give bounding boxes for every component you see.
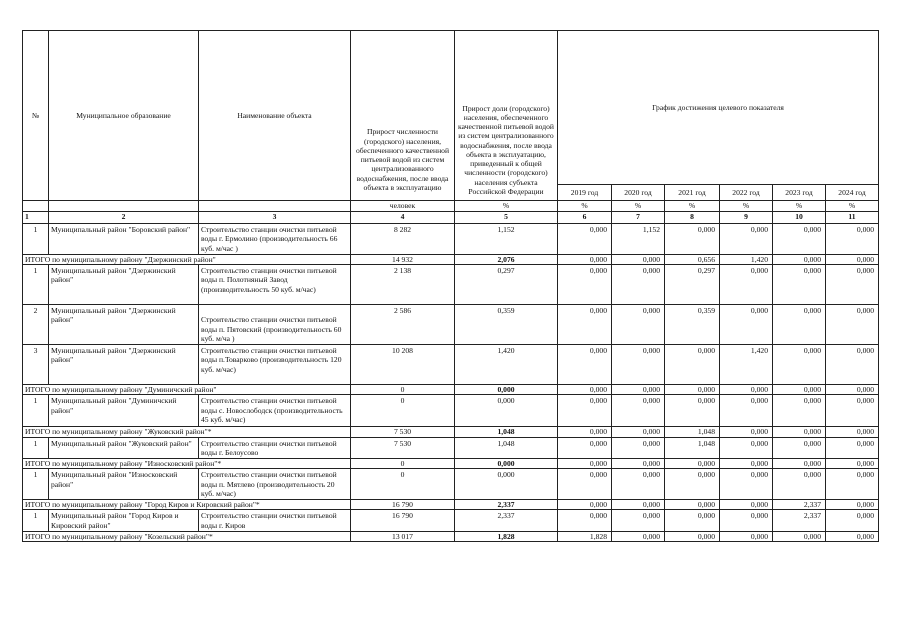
total-year-value: 1,828	[558, 531, 612, 541]
row-year-value: 0,000	[720, 395, 773, 427]
row-year-value: 0,000	[558, 265, 612, 305]
row-year-value: 0,000	[612, 469, 665, 500]
total-year-value: 0,000	[720, 531, 773, 541]
row-year-value: 0,000	[612, 265, 665, 305]
total-people: 16 790	[351, 500, 455, 510]
row-share: 0,000	[455, 395, 558, 427]
row-people: 2 138	[351, 265, 455, 305]
target-indicator-table	[22, 30, 879, 542]
total-people: 14 932	[351, 254, 455, 264]
total-people: 0	[351, 385, 455, 395]
row-municipality: Муниципальный район "Жуковский район"	[49, 437, 199, 459]
total-people: 7 530	[351, 427, 455, 437]
row-share: 1,420	[455, 345, 558, 385]
column-index: 1	[23, 212, 49, 224]
total-label: ИТОГО по муниципальному району "Износковский район"*	[23, 459, 351, 469]
row-object: Строительство станции очистки питьевой воды г. Киров	[199, 510, 351, 532]
row-municipality: Муниципальный район "Дзержинский район"	[49, 345, 199, 385]
total-year-value: 0,000	[558, 254, 612, 264]
row-people: 16 790	[351, 510, 455, 532]
total-year-value: 0,000	[612, 531, 665, 541]
unit-year-percent: %	[612, 201, 665, 212]
row-year-value: 0,000	[773, 265, 826, 305]
total-label: ИТОГО по муниципальному району "Город Киров и Кировский район"*	[23, 500, 351, 510]
total-row	[23, 459, 879, 469]
total-people: 0	[351, 459, 455, 469]
row-year-value: 0,000	[558, 224, 612, 255]
row-year-value: 0,000	[773, 469, 826, 500]
total-share: 1,048	[455, 427, 558, 437]
header-municipality: Муниципальное образование	[49, 31, 199, 201]
row-number: 1	[23, 395, 49, 427]
total-label: ИТОГО по муниципальному району "Жуковский район"*	[23, 427, 351, 437]
total-year-value: 0,000	[665, 500, 720, 510]
total-year-value: 0,000	[720, 459, 773, 469]
total-row	[23, 427, 879, 437]
table-row	[23, 224, 879, 255]
table-row	[23, 265, 879, 305]
header-year: 2023 год	[773, 185, 826, 201]
row-object: Строительство станции очистки питьевой воды п. Полотняный Завод (производительность 50 куб. м/час)	[199, 265, 351, 305]
row-people: 2 586	[351, 305, 455, 345]
total-year-value: 0,000	[665, 459, 720, 469]
header-object-name: Наименование объекта	[199, 31, 351, 201]
column-index: 8	[665, 212, 720, 224]
total-row	[23, 385, 879, 395]
row-year-value: 0,000	[773, 305, 826, 345]
row-year-value: 2,337	[773, 510, 826, 532]
row-number: 1	[23, 224, 49, 255]
total-share: 2,337	[455, 500, 558, 510]
total-year-value: 0,000	[826, 427, 879, 437]
column-index: 6	[558, 212, 612, 224]
row-year-value: 1,048	[665, 437, 720, 459]
total-year-value: 0,000	[558, 459, 612, 469]
row-year-value: 0,000	[826, 395, 879, 427]
column-index: 5	[455, 212, 558, 224]
table-row	[23, 510, 879, 532]
row-object: Строительство станции очистки питьевой воды п.Товарково (производительность 120 куб. м/час)	[199, 345, 351, 385]
column-index: 4	[351, 212, 455, 224]
row-year-value: 0,000	[665, 224, 720, 255]
total-share: 1,828	[455, 531, 558, 541]
unit-year-percent: %	[665, 201, 720, 212]
row-people: 8 282	[351, 224, 455, 255]
column-index: 2	[49, 212, 199, 224]
row-year-value: 0,000	[720, 305, 773, 345]
header-year: 2024 год	[826, 185, 879, 201]
total-year-value: 0,000	[826, 254, 879, 264]
row-year-value: 0,000	[826, 345, 879, 385]
row-object: Строительство станции очистки питьевой воды п. Мятлево (производительность 20 куб. м/час)	[199, 469, 351, 500]
total-year-value: 0,000	[826, 500, 879, 510]
row-year-value: 0,297	[665, 265, 720, 305]
total-year-value: 0,000	[720, 427, 773, 437]
row-year-value: 0,000	[665, 395, 720, 427]
row-year-value: 0,000	[720, 469, 773, 500]
total-year-value: 0,000	[558, 385, 612, 395]
table-row	[23, 395, 879, 427]
unit-year-percent: %	[826, 201, 879, 212]
total-year-value: 1,048	[665, 427, 720, 437]
row-people: 7 530	[351, 437, 455, 459]
total-year-value: 0,000	[720, 385, 773, 395]
total-year-value: 0,656	[665, 254, 720, 264]
unit-year-percent: %	[558, 201, 612, 212]
total-year-value: 0,000	[826, 459, 879, 469]
table-row	[23, 305, 879, 345]
row-year-value: 0,000	[612, 437, 665, 459]
unit-cell-empty	[23, 201, 49, 212]
row-year-value: 0,000	[720, 224, 773, 255]
unit-year-percent: %	[720, 201, 773, 212]
header-year: 2022 год	[720, 185, 773, 201]
total-label: ИТОГО по муниципальному району "Дзержинский район"	[23, 254, 351, 264]
row-share: 2,337	[455, 510, 558, 532]
row-municipality: Муниципальный район "Город Киров и Кировский район"	[49, 510, 199, 532]
total-year-value: 0,000	[612, 385, 665, 395]
row-year-value: 0,000	[612, 305, 665, 345]
row-year-value: 0,000	[558, 437, 612, 459]
row-share: 0,000	[455, 469, 558, 500]
row-year-value: 0,000	[773, 395, 826, 427]
row-year-value: 0,000	[558, 345, 612, 385]
row-year-value: 0,000	[826, 305, 879, 345]
header-year: 2019 год	[558, 185, 612, 201]
unit-percent: %	[455, 201, 558, 212]
unit-year-percent: %	[773, 201, 826, 212]
row-share: 0,297	[455, 265, 558, 305]
header-population-increase: Прирост численности (городского) населения, обеспеченного качественной питьевой водой из систем централизованного водоснабжения, после ввода объекта в эксплуатацию	[351, 31, 455, 201]
row-share: 1,048	[455, 437, 558, 459]
table-row	[23, 469, 879, 500]
row-people: 0	[351, 469, 455, 500]
row-year-value: 0,000	[720, 265, 773, 305]
row-year-value: 0,000	[826, 510, 879, 532]
row-number: 1	[23, 437, 49, 459]
table-row	[23, 345, 879, 385]
total-year-value: 2,337	[773, 500, 826, 510]
row-year-value: 0,000	[773, 437, 826, 459]
total-year-value: 0,000	[612, 254, 665, 264]
row-year-value: 0,000	[720, 437, 773, 459]
total-year-value: 0,000	[773, 531, 826, 541]
header-year: 2021 год	[665, 185, 720, 201]
row-number: 3	[23, 345, 49, 385]
row-municipality: Муниципальный район "Думиничский район"	[49, 395, 199, 427]
total-year-value: 0,000	[558, 427, 612, 437]
total-label: ИТОГО по муниципальному району "Думиничский район"	[23, 385, 351, 395]
total-year-value: 0,000	[826, 531, 879, 541]
row-share: 1,152	[455, 224, 558, 255]
header-number: №	[23, 31, 49, 201]
total-year-value: 0,000	[773, 427, 826, 437]
row-municipality: Муниципальный район "Износковский район"	[49, 469, 199, 500]
total-people: 13 017	[351, 531, 455, 541]
row-year-value: 0,000	[826, 469, 879, 500]
row-year-value: 0,000	[826, 437, 879, 459]
row-share: 0,359	[455, 305, 558, 345]
total-share: 2,076	[455, 254, 558, 264]
total-year-value: 1,420	[720, 254, 773, 264]
row-year-value: 0,000	[665, 469, 720, 500]
header-year: 2020 год	[612, 185, 665, 201]
row-object: Строительство станции очистки питьевой воды с. Новослободск (производительность 45 куб. м/час)	[199, 395, 351, 427]
column-index: 7	[612, 212, 665, 224]
target-indicator-table-sheet	[22, 30, 878, 542]
row-people: 0	[351, 395, 455, 427]
total-year-value: 0,000	[558, 500, 612, 510]
row-year-value: 0,000	[612, 395, 665, 427]
header-share-increase: Прирост доли (городского) населения, обеспеченного качественной питьевой водой из систем централизованного водоснабжения, после ввода объекта в эксплуатацию, приведенный к общей численности (городского) населения субъекта Российской Федерации	[455, 31, 558, 201]
total-year-value: 0,000	[665, 385, 720, 395]
table-row	[23, 437, 879, 459]
total-label: ИТОГО по муниципальному району "Козельский район"*	[23, 531, 351, 541]
row-year-value: 0,000	[665, 510, 720, 532]
row-number: 1	[23, 510, 49, 532]
row-year-value: 0,359	[665, 305, 720, 345]
unit-cell-empty	[49, 201, 199, 212]
row-year-value: 0,000	[558, 395, 612, 427]
total-year-value: 0,000	[612, 427, 665, 437]
row-object: Строительство станции очистки питьевой воды п. Пятовский (производительность 60 куб. м/ча )	[199, 305, 351, 345]
total-year-value: 0,000	[826, 385, 879, 395]
row-year-value: 0,000	[558, 510, 612, 532]
row-year-value: 0,000	[612, 345, 665, 385]
total-share: 0,000	[455, 459, 558, 469]
row-year-value: 1,420	[720, 345, 773, 385]
row-year-value: 0,000	[558, 469, 612, 500]
total-year-value: 0,000	[773, 459, 826, 469]
row-year-value: 1,152	[612, 224, 665, 255]
column-index: 9	[720, 212, 773, 224]
total-row	[23, 254, 879, 264]
row-number: 1	[23, 469, 49, 500]
row-year-value: 0,000	[558, 305, 612, 345]
total-year-value: 0,000	[612, 500, 665, 510]
row-number: 1	[23, 265, 49, 305]
row-year-value: 0,000	[612, 510, 665, 532]
row-year-value: 0,000	[773, 224, 826, 255]
total-year-value: 0,000	[720, 500, 773, 510]
column-index: 11	[826, 212, 879, 224]
row-year-value: 0,000	[826, 224, 879, 255]
row-object: Строительство станции очистки питьевой воды г. Белоусово	[199, 437, 351, 459]
row-municipality: Муниципальный район "Дзержинский район"	[49, 265, 199, 305]
row-municipality: Муниципальный район "Дзержинский район"	[49, 305, 199, 345]
row-municipality: Муниципальный район "Боровский район"	[49, 224, 199, 255]
row-people: 10 208	[351, 345, 455, 385]
unit-cell-empty	[199, 201, 351, 212]
total-year-value: 0,000	[665, 531, 720, 541]
header-schedule: График достижения целевого показателя	[558, 31, 879, 185]
row-object: Строительство станции очистки питьевой воды г. Ермолино (производительность 66 куб. м/час )	[199, 224, 351, 255]
total-share: 0,000	[455, 385, 558, 395]
column-index: 3	[199, 212, 351, 224]
total-year-value: 0,000	[612, 459, 665, 469]
unit-people: человек	[351, 201, 455, 212]
total-year-value: 0,000	[773, 385, 826, 395]
row-year-value: 0,000	[720, 510, 773, 532]
total-year-value: 0,000	[773, 254, 826, 264]
row-number: 2	[23, 305, 49, 345]
column-index: 10	[773, 212, 826, 224]
row-year-value: 0,000	[773, 345, 826, 385]
total-row	[23, 500, 879, 510]
total-row	[23, 531, 879, 541]
row-year-value: 0,000	[665, 345, 720, 385]
row-year-value: 0,000	[826, 265, 879, 305]
